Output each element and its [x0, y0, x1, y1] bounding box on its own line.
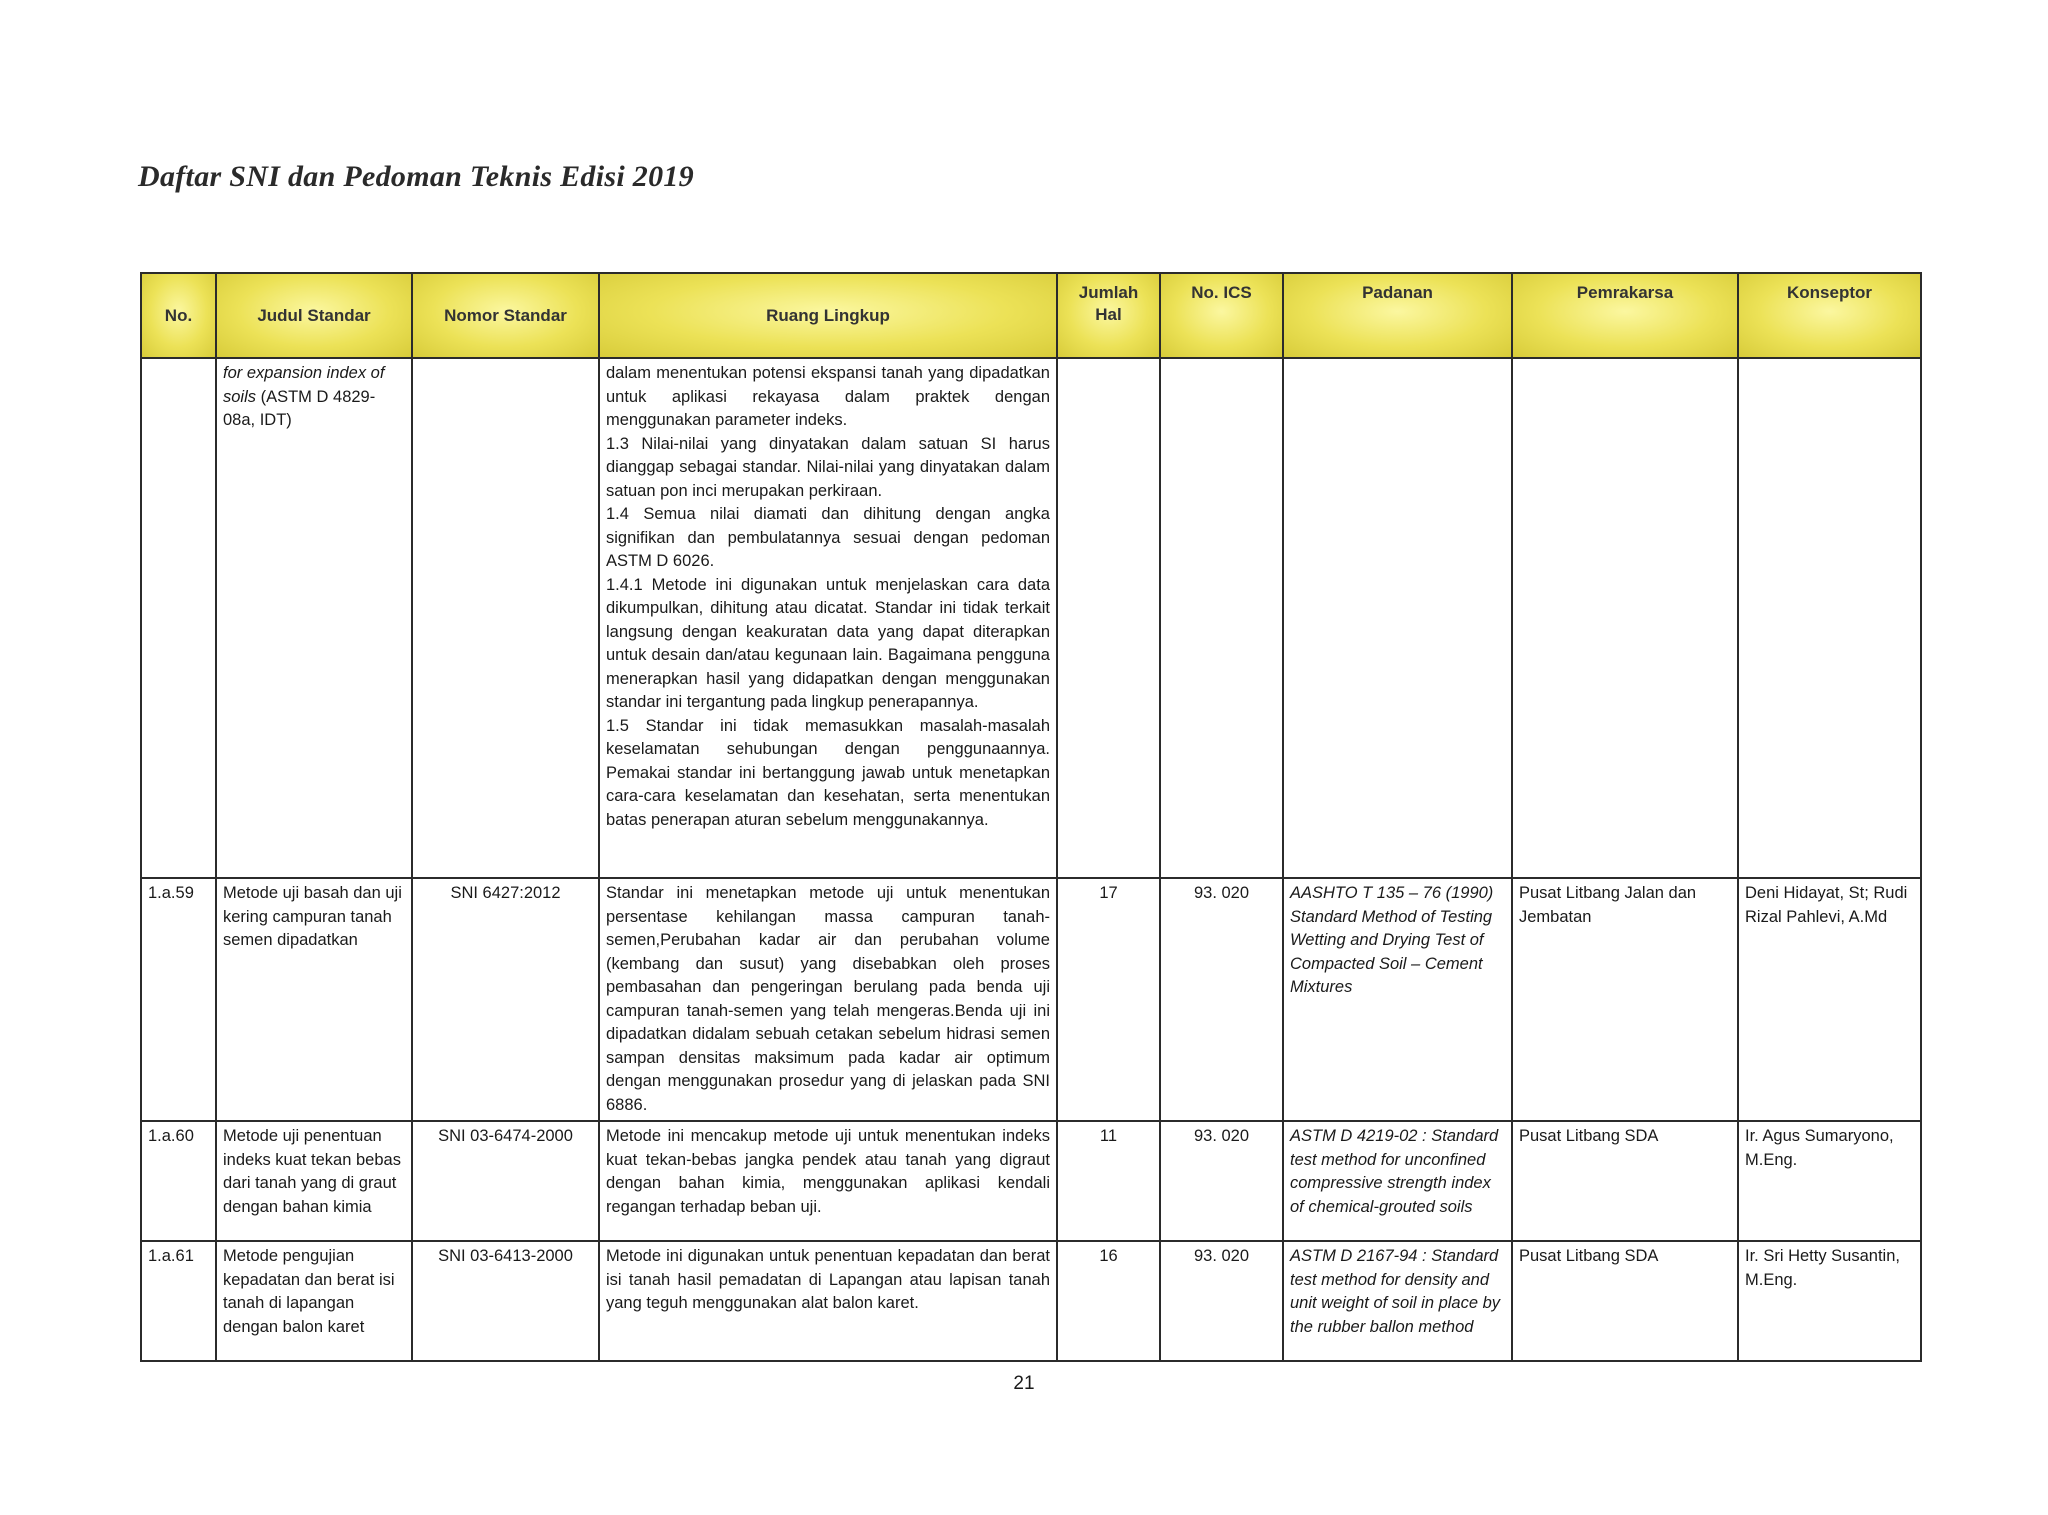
scope-item-1-4-1: 1.4.1 Metode ini digunakan untuk menjelaskan cara data dikumpulkan, dihitung atau dicatat. Standar ini tidak terkait langsung dengan keakuratan data yang dapat diterapkan untuk desain dan/atau kegunaan lain. Bagaimana pengguna menerapkan hasil yang didapatkan dengan menggunakan standar ini tergantung pada lingkup penerapannya.	[606, 575, 1050, 711]
cell-nomor-standar: SNI 03-6474-2000	[412, 1121, 599, 1241]
cell-pemrakarsa: Pusat Litbang SDA	[1512, 1241, 1738, 1361]
cell-jumlah-hal: 16	[1057, 1241, 1160, 1361]
cell-jumlah-hal: 17	[1057, 878, 1160, 1121]
standards-table	[140, 272, 1922, 1362]
header-nomor-standar: Nomor Standar	[412, 273, 599, 358]
header-judul-standar: Judul Standar	[216, 273, 412, 358]
cell-no: 1.a.60	[141, 1121, 216, 1241]
table-row	[141, 1241, 1921, 1361]
table-header-row	[141, 273, 1921, 358]
cell-nomor-standar: SNI 6427:2012	[412, 878, 599, 1121]
cell-konseptor: Ir. Agus Sumaryono, M.Eng.	[1738, 1121, 1921, 1241]
table-row	[141, 358, 1921, 878]
cell-padanan: ASTM D 2167-94 : Standard test method for density and unit weight of soil in place by the rubber ballon method	[1283, 1241, 1512, 1361]
cell-no: 1.a.61	[141, 1241, 216, 1361]
cell-konseptor	[1738, 358, 1921, 878]
table-row	[141, 878, 1921, 1121]
scope-item-1-5: 1.5 Standar ini tidak memasukkan masalah-masalah keselamatan sehubungan dengan penggunaannya. Pemakai standar ini bertanggung jawab untuk menetapkan cara-cara keselamatan dan kesehatan, serta menentukan batas penerapan aturan sebelum menggunakannya.	[606, 716, 1050, 829]
scope-paragraph: dalam menentukan potensi ekspansi tanah yang dipadatkan untuk aplikasi rekayasa dalam praktek dengan menggunakan parameter indeks.	[606, 364, 1050, 429]
cell-jumlah-hal	[1057, 358, 1160, 878]
cell-no-ics: 93. 020	[1160, 1121, 1283, 1241]
header-konseptor: Konseptor	[1738, 273, 1921, 358]
scope-item-1-3: 1.3 Nilai-nilai yang dinyatakan dalam satuan SI harus dianggap sebagai standar. Nilai-nilai yang dinyatakan dalam satuan pon inci merupakan perkiraan.	[606, 434, 1050, 500]
header-no-ics: No. ICS	[1160, 273, 1283, 358]
cell-konseptor: Deni Hidayat, St; Rudi Rizal Pahlevi, A.Md	[1738, 878, 1921, 1121]
cell-judul-standar: Metode uji penentuan indeks kuat tekan bebas dari tanah yang di graut dengan bahan kimia	[216, 1121, 412, 1241]
cell-padanan: ASTM D 4219-02 : Standard test method for unconfined compressive strength index of chemical-grouted soils	[1283, 1121, 1512, 1241]
page-number: 21	[1013, 1373, 1035, 1394]
cell-jumlah-hal: 11	[1057, 1121, 1160, 1241]
document-title: Daftar SNI dan Pedoman Teknis Edisi 2019	[138, 160, 694, 193]
cell-judul-standar	[216, 358, 412, 878]
header-padanan: Padanan	[1283, 273, 1512, 358]
cell-no-ics	[1160, 358, 1283, 878]
cell-padanan	[1283, 358, 1512, 878]
cell-ruang-lingkup: Metode ini mencakup metode uji untuk menentukan indeks kuat tekan-bebas jangka pendek atau tanah yang digraut dengan bahan kimia, menggunakan aplikasi kendali regangan terhadap beban uji.	[599, 1121, 1057, 1241]
cell-ruang-lingkup	[599, 358, 1057, 878]
cell-ruang-lingkup: Metode ini digunakan untuk penentuan kepadatan dan berat isi tanah hasil pemadatan di Lapangan atau lapisan tanah yang teguh menggunakan alat balon karet.	[599, 1241, 1057, 1361]
cell-no	[141, 358, 216, 878]
cell-konseptor: Ir. Sri Hetty Susantin, M.Eng.	[1738, 1241, 1921, 1361]
cell-judul-standar: Metode uji basah dan uji kering campuran tanah semen dipadatkan	[216, 878, 412, 1121]
cell-nomor-standar: SNI 03-6413-2000	[412, 1241, 599, 1361]
cell-nomor-standar	[412, 358, 599, 878]
judul-rest-text: (ASTM D 4829-08a, IDT)	[223, 387, 376, 429]
cell-pemrakarsa: Pusat Litbang Jalan dan Jembatan	[1512, 878, 1738, 1121]
header-no: No.	[141, 273, 216, 358]
header-pemrakarsa: Pemrakarsa	[1512, 273, 1738, 358]
cell-padanan: AASHTO T 135 – 76 (1990) Standard Method of Testing Wetting and Drying Test of Compacted Soil – Cement Mixtures	[1283, 878, 1512, 1121]
cell-pemrakarsa	[1512, 358, 1738, 878]
judul-italic-text: for expansion index of soils	[223, 364, 385, 406]
cell-no-ics: 93. 020	[1160, 1241, 1283, 1361]
table-row	[141, 1121, 1921, 1241]
header-ruang-lingkup: Ruang Lingkup	[599, 273, 1057, 358]
scope-item-1-4: 1.4 Semua nilai diamati dan dihitung dengan angka signifikan dan pembulatannya sesuai dengan pedoman ASTM D 6026.	[606, 505, 1050, 570]
cell-ruang-lingkup: Standar ini menetapkan metode uji untuk menentukan persentase kehilangan massa campuran tanah-semen,Perubahan kadar air dan perubahan volume (kembang dan susut) yang disebabkan oleh proses pembasahan dan pengeringan berulang pada benda uji campuran tanah-semen yang telah mengeras.Benda uji ini dipadatkan didalam sebuah cetakan sebelum hidrasi semen sampan densitas maksimum pada kadar air optimum dengan menggunakan prosedur yang di jelaskan pada SNI 6886.	[599, 878, 1057, 1121]
cell-no-ics: 93. 020	[1160, 878, 1283, 1121]
cell-pemrakarsa: Pusat Litbang SDA	[1512, 1121, 1738, 1241]
header-jumlah-hal: Jumlah Hal	[1057, 273, 1160, 358]
cell-no: 1.a.59	[141, 878, 216, 1121]
cell-judul-standar: Metode pengujian kepadatan dan berat isi tanah di lapangan dengan balon karet	[216, 1241, 412, 1361]
